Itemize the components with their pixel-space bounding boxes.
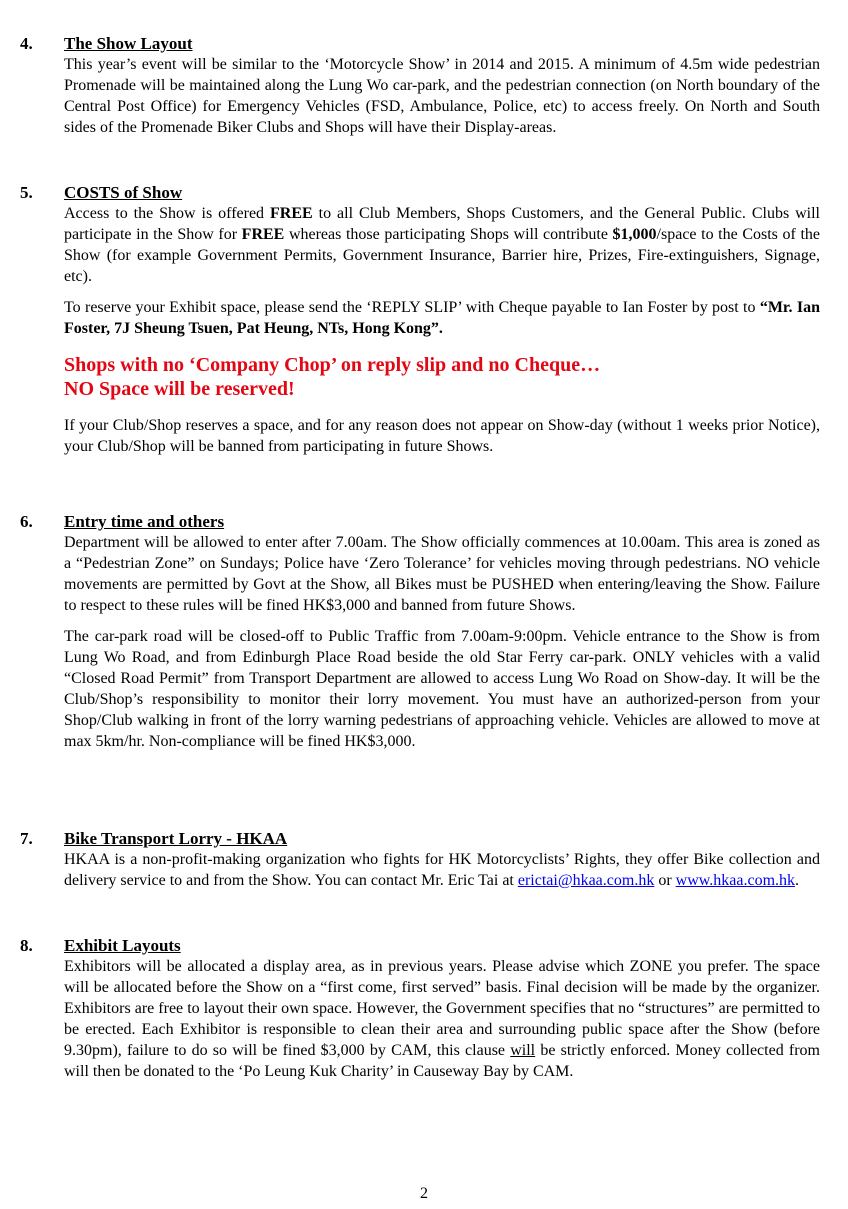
text-run: or bbox=[654, 872, 676, 889]
website-link[interactable]: www.hkaa.com.hk bbox=[675, 872, 796, 889]
text-run: Exhibitors will be allocated a display area, as in previous years. Please advise which ZONE you prefer. The space will be allocated before the Show on a “first come, first served” basis. Final decision will be made by the organizer. Exhibitors are free to layout their own space. However, the Government specifies that no “structures” are permitted to be erected. Each Exhibitor is responsible to clean their area and surrounding public space after the Show (before 9.30pm), failure to do so will be fined $3,000 by CAM, this clause bbox=[64, 958, 820, 1059]
text-run: HKAA is a non-profit-making organization who fights for HK Motorcyclists’ Rights, they offer Bike collection and delivery service to and from the Show. You can contact Mr. Eric Tai at bbox=[64, 851, 820, 889]
free-emphasis: FREE bbox=[241, 226, 285, 243]
text-run: Access to the Show is offered bbox=[64, 205, 271, 222]
free-emphasis: FREE bbox=[270, 205, 313, 222]
paragraph bbox=[64, 297, 820, 339]
paragraph: This year’s event will be similar to the ‘Motorcycle Show’ in 2014 and 2015. A minimum of 4.5m wide pedestrian Promenade will be maintained along the Lung Wo car-park, and the pedestrian connection (on North boundary of the Central Post Office) for Emergency Vehicles (FSD, Ambulance, Police, etc) to access freely. On North and South sides of the Promenade Biker Clubs and Shops will have their Display-areas. bbox=[64, 56, 820, 136]
postal-address: “Mr. Ian Foster, 7J Sheung Tsuen, Pat Heung, NTs, Hong Kong”. bbox=[64, 299, 820, 337]
page-number: 2 bbox=[420, 1185, 428, 1202]
will-emphasis: will bbox=[510, 1042, 536, 1059]
text-run: be strictly enforced. Money collected from will then be donated to the ‘Po Leung Kuk Charity’ in Causeway Bay by CAM. bbox=[64, 1042, 821, 1080]
text-run: . bbox=[795, 872, 800, 889]
paragraph bbox=[64, 956, 820, 1082]
section-number: 5. bbox=[20, 183, 33, 202]
text-run: to all Club Members, Shops Customers, and the General Public. Clubs will participate in the Show for bbox=[64, 205, 821, 243]
section-number: 8. bbox=[20, 936, 33, 955]
paragraph: The car-park road will be closed-off to Public Traffic from 7.00am-9:00pm. Vehicle entrance to the Show is from Lung Wo Road, and from Edinburgh Place Road beside the old Star Ferry car-park. ONLY vehicles with a valid “Closed Road Permit” from Transport Department are allowed to access Lung Wo Road on Show-day. It will be the Club/Shop’s responsibility to monitor their lorry movement. You must have an authorized-person from your Shop/Club walking in front of the lorry warning pedestrians of approaching vehicle. Vehicles are allowed to move at max 5km/hr. Non-compliance will be fined HK$3,000. bbox=[64, 628, 820, 750]
section-heading: Entry time and others bbox=[64, 512, 225, 531]
section-number: 6. bbox=[20, 512, 33, 531]
section-heading: COSTS of Show bbox=[64, 183, 183, 202]
cost-amount: $1,000 bbox=[612, 226, 657, 243]
text-run: To reserve your Exhibit space, please send the ‘REPLY SLIP’ with Cheque payable to Ian Foster by post to bbox=[64, 299, 760, 316]
paragraph: Department will be allowed to enter after 7.00am. The Show officially commences at 10.00am. This area is zoned as a “Pedestrian Zone” on Sundays; Police have ‘Zero Tolerance’ for vehicles moving through pedestrians. NO vehicle movements are permitted by Govt at the Show, all Bikes must be PUSHED when entering/leaving the Show. Failure to respect to these rules will be fined HK$3,000 and banned from future Shows. bbox=[64, 534, 820, 614]
section-heading: Exhibit Layouts bbox=[64, 936, 181, 955]
section-heading: The Show Layout bbox=[64, 34, 193, 53]
text-run: whereas those participating Shops will contribute bbox=[284, 226, 613, 243]
email-link[interactable]: erictai@hkaa.com.hk bbox=[517, 872, 655, 889]
paragraph: If your Club/Shop reserves a space, and for any reason does not appear on Show-day (without 1 weeks prior Notice), your Club/Shop will be banned from participating in future Shows. bbox=[64, 417, 820, 455]
text-run: /space to the Costs of the Show (for example Government Permits, Government Insurance, Barrier hire, Prizes, Fire-extinguishers, Signage, etc). bbox=[64, 226, 821, 285]
section-heading: Bike Transport Lorry - HKAA bbox=[64, 829, 288, 848]
paragraph bbox=[64, 849, 820, 891]
warning-line: NO Space will be reserved! bbox=[64, 378, 295, 400]
section-number: 7. bbox=[20, 829, 33, 848]
section-number: 4. bbox=[20, 34, 33, 53]
warning-line: Shops with no ‘Company Chop’ on reply slip and no Cheque… bbox=[64, 354, 601, 376]
paragraph bbox=[64, 203, 820, 287]
